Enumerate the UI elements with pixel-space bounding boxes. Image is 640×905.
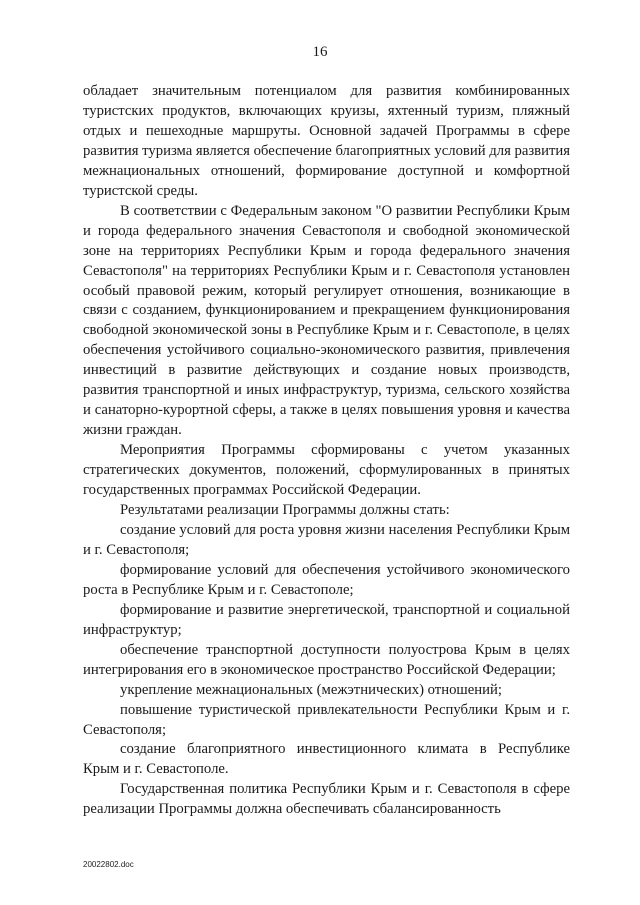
paragraph: Результатами реализации Программы должны стать: — [120, 502, 450, 519]
list-item: укрепление межнациональных (межэтнических) отношений; — [120, 681, 502, 698]
paragraph-continuation: обладает значительным потенциалом для развития комбинированных туристских продуктов, включающих круизы, яхтенный туризм, пляжный отдых и пешеходные маршруты. Основной задачей Программы в сфере развития туризма является обеспечение благоприятных условий для развития межнациональных отношений, формирование доступной и комфортной туристской среды. — [83, 83, 570, 199]
list-item: повышение туристической привлекательности Республики Крым и г. Севастополя; — [83, 701, 570, 738]
paragraph: Государственная политика Республики Крым и г. Севастополя в сфере реализации Программы должна обеспечивать сбалансированность — [83, 781, 570, 818]
list-item: формирование условий для обеспечения устойчивого экономического роста в Республике Крым и г. Севастополе; — [83, 561, 570, 598]
page-number: 16 — [312, 44, 328, 60]
list-item: создание благоприятного инвестиционного климата в Республике Крым и г. Севастополе. — [83, 741, 570, 778]
list-item: создание условий для роста уровня жизни населения Республики Крым и г. Севастополя; — [83, 521, 570, 558]
document-body — [83, 82, 570, 820]
list-item: формирование и развитие энергетической, транспортной и социальной инфраструктур; — [83, 601, 570, 638]
paragraph: В соответствии с Федеральным законом "О развитии Республики Крым и города федерального значения Севастополя и свободной экономической зоне на территориях Республики Крым и города федерального значения Севастополя" на территориях Республики Крым и г. Севастополя установлен особый правовой режим, который регулирует отношения, возникающие в связи с созданием, функционированием и прекращением функционирования свободной экономической зоны в Республике Крым и г. Севастополе, в целях обеспечения устойчивого социально-экономического развития, привлечения инвестиций в развитие действующих и создание новых производств, развития транспортной и иных инфраструктур, туризма, сельского хозяйства и санаторно-курортной сферы, а также в целях повышения уровня и качества жизни граждан. — [83, 202, 570, 439]
footer-filename: 20022802.doc — [83, 860, 134, 869]
paragraph: Мероприятия Программы сформированы с учетом указанных стратегических документов, положений, сформулированных в принятых государственных программах Российской Федерации. — [83, 442, 570, 499]
list-item: обеспечение транспортной доступности полуострова Крым в целях интегрирования его в экономическое пространство Российской Федерации; — [83, 641, 570, 678]
